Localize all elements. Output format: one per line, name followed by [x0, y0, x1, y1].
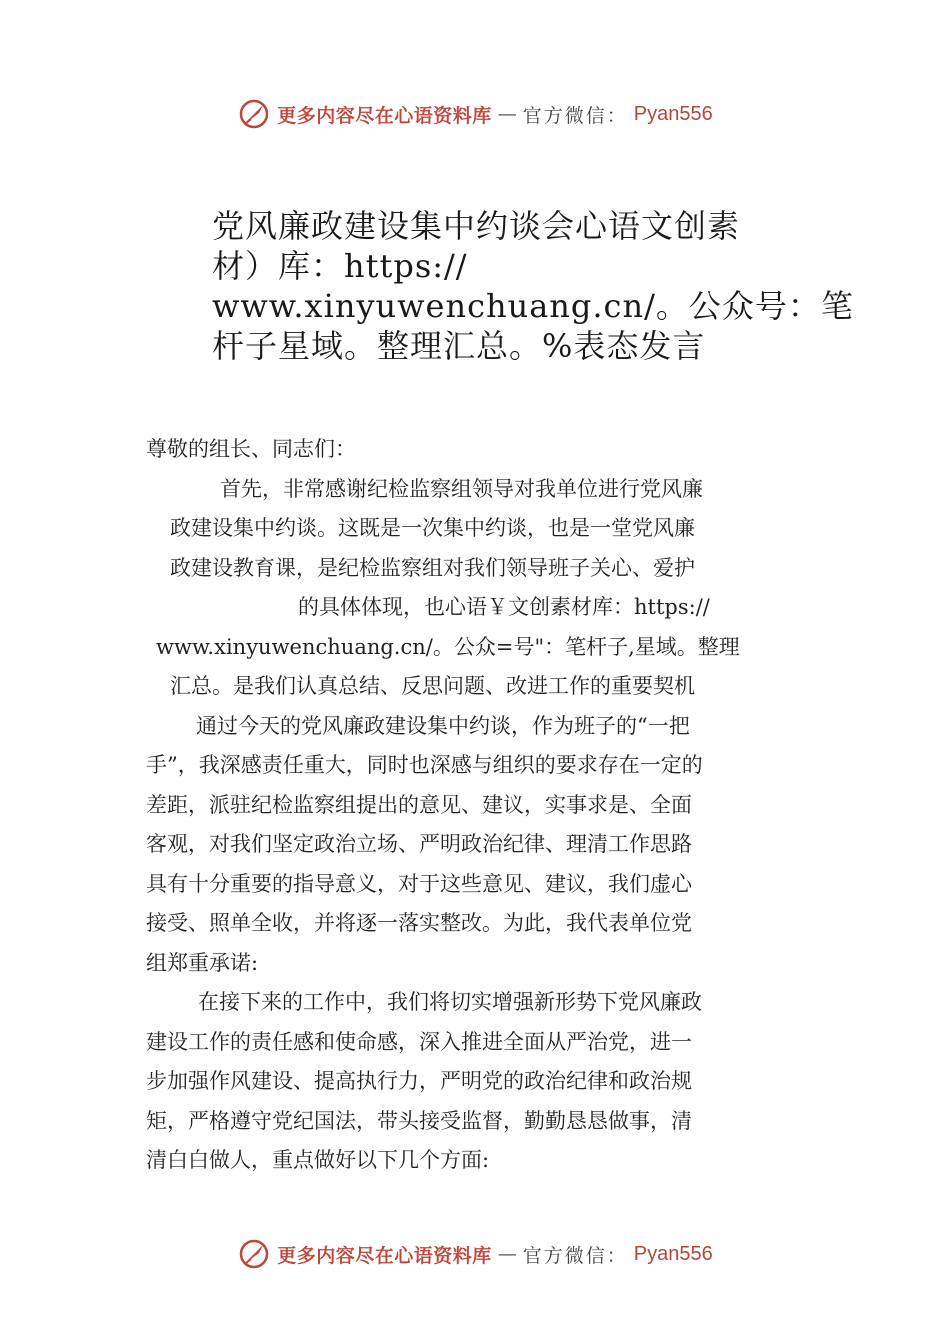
salutation: 尊敬的组长、同志们：: [146, 437, 356, 461]
paragraph-line: 客观，对我们坚定政治立场、严明政治纪律、理清工作思路: [146, 832, 692, 856]
document-title: [212, 206, 854, 366]
paragraph-line: 接受、照单全收，并将逐一落实整改。为此，我代表单位党: [146, 911, 692, 935]
footer-banner-main: 更多内容尽在心语资料库: [277, 1244, 492, 1267]
paragraph-line: 首先，非常感谢纪检监察组领导对我单位进行党风廉: [220, 476, 703, 501]
paragraph-line: 步加强作风建设、提高执行力，严明党的政治纪律和政治规: [146, 1069, 692, 1093]
paragraph-line: 组郑重承诺:: [146, 950, 259, 975]
footer-banner-label: 官方微信：: [522, 1244, 628, 1267]
quill-logo-icon: [237, 1237, 271, 1271]
quill-logo-icon: [237, 97, 271, 131]
footer-banner-dash: —: [497, 1243, 517, 1265]
header-banner: [0, 92, 950, 136]
title-line: 党风廉政建设集中约谈会心语文创素: [212, 207, 741, 245]
title-line: 材）库：https://: [212, 247, 468, 285]
paragraph-line: 汇总。是我们认真总结、反思问题、改进工作的重要契机: [170, 674, 695, 698]
header-banner-dash: —: [497, 103, 517, 125]
header-banner-wechat-id: Pyan556: [633, 102, 713, 125]
header-banner-label: 官方微信：: [522, 104, 628, 127]
paragraph-line: 的具体体现，也心语￥文创素材库：https://: [298, 595, 710, 619]
paragraph-line: 政建设教育课，是纪检监察组对我们领导班子关心、爱护: [170, 555, 695, 580]
paragraph-line: 清白白做人，重点做好以下几个方面:: [146, 1148, 490, 1172]
document-body: [146, 430, 806, 1181]
paragraph-line: www.xinyuwenchuang.cn/。公众=号"：笔杆子,星域。整理: [156, 634, 740, 659]
paragraph-line: 在接下来的工作中，我们将切实增强新形势下党风廉政: [198, 990, 702, 1014]
title-line: 杆子星域。整理汇总。%表态发言: [212, 327, 706, 365]
paragraph-line: 建设工作的责任感和使命感，深入推进全面从严治党，进一: [146, 1029, 692, 1054]
paragraph-line: 差距，派驻纪检监察组提出的意见、建议，实事求是、全面: [146, 792, 692, 817]
paragraph-line: 具有十分重要的指导意义，对于这些意见、建议，我们虚心: [146, 871, 692, 896]
footer-banner-wechat-id: Pyan556: [633, 1242, 713, 1265]
footer-banner: [0, 1232, 950, 1276]
paragraph-line: 通过今天的党风廉政建设集中约谈，作为班子的“一把: [196, 713, 690, 738]
paragraph-line: 政建设集中约谈。这既是一次集中约谈，也是一堂党风廉: [170, 516, 695, 540]
title-line: www.xinyuwenchuang.cn/。公众号：笔: [212, 287, 854, 325]
header-banner-main: 更多内容尽在心语资料库: [277, 104, 492, 127]
paragraph-line: 手”，我深感责任重大，同时也深感与组织的要求存在一定的: [146, 753, 703, 777]
paragraph-line: 矩，严格遵守党纪国法，带头接受监督，勤勤恳恳做事，清: [146, 1108, 692, 1133]
